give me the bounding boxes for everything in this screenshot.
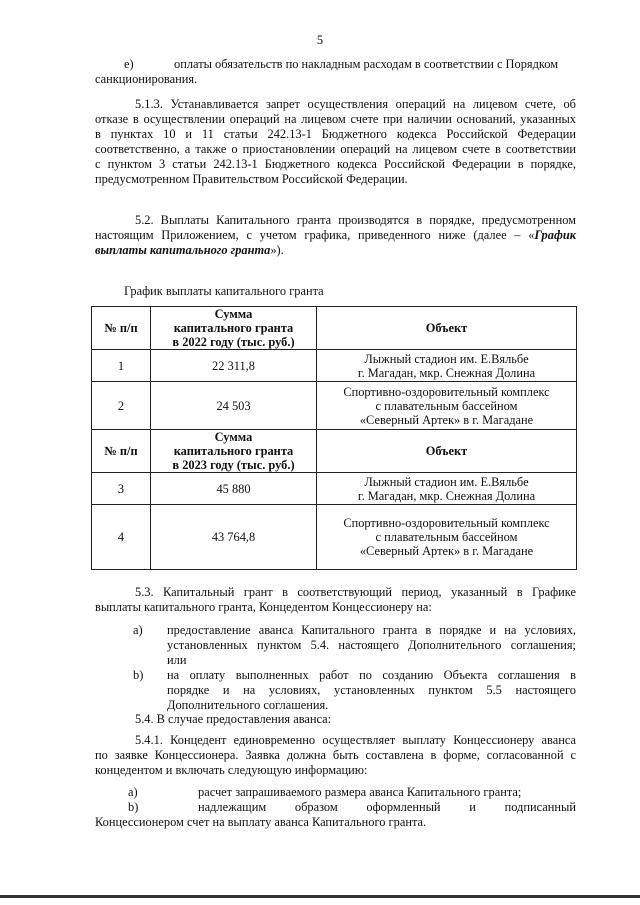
grant-schedule-table bbox=[91, 306, 577, 570]
list-item-b bbox=[167, 668, 576, 713]
paragraph-5-4: 5.4. В случае предоставления аванса: bbox=[135, 712, 332, 726]
cell-sum: 45 880 bbox=[151, 473, 317, 505]
page-number: 5 bbox=[316, 33, 324, 47]
list-item-b-line1: надлежащим образом оформленный и подписанный bbox=[198, 800, 576, 814]
cell-sum: 22 311,8 bbox=[151, 350, 317, 382]
text-line: 5.1.3. Устанавливается запрет осуществления операций на лицевом счете, об bbox=[135, 97, 576, 111]
cell-object bbox=[317, 505, 577, 570]
header-line: в 2023 году (тыс. руб.) bbox=[172, 458, 295, 472]
table-header-row bbox=[92, 307, 577, 350]
object-line: «Северный Артек» в г. Магадане bbox=[359, 544, 534, 558]
text-line bbox=[95, 243, 576, 258]
cell-num: 1 bbox=[92, 350, 151, 382]
table-row bbox=[92, 473, 577, 505]
text-line: по заявке Концессионера. Заявка должна быть составлена в форме, согласованной с bbox=[95, 748, 576, 762]
item-e-marker: е) bbox=[124, 57, 134, 71]
text-line: выплаты капитального гранта, Концедентом Концессионеру на: bbox=[95, 600, 432, 614]
text-line: соответственно, а также о приостановлении операций на лицевом счете в соответствии bbox=[95, 142, 576, 156]
text-line: 5.4.1. Концедент единовременно осуществляет выплату Концессионеру аванса bbox=[135, 733, 576, 747]
item-e-line2: санкционирования. bbox=[95, 72, 198, 86]
object-line: Лыжный стадион им. Е.Вяльбе bbox=[364, 474, 529, 489]
object-line: «Северный Артек» в г. Магадане bbox=[359, 412, 534, 427]
paragraph-5-1-3 bbox=[95, 97, 576, 187]
cell-sum: 24 503 bbox=[151, 382, 317, 430]
text-segment: настоящим Приложением, с учетом графика, приведенного ниже (далее – « bbox=[95, 228, 535, 242]
paragraph-5-3 bbox=[95, 585, 576, 615]
object-line: с плавательным бассейном bbox=[375, 398, 518, 413]
object-line: г. Магадан, мкр. Снежная Долина bbox=[357, 365, 536, 380]
header-line: Сумма bbox=[214, 307, 253, 321]
text-line: 5.2. Выплаты Капитального гранта производятся в порядке, предусмотренном bbox=[135, 213, 576, 227]
text-line: порядке и на условиях, установленных пунктом 5.5 настоящего bbox=[167, 683, 576, 697]
object-line: Лыжный стадион им. Е.Вяльбе bbox=[364, 351, 529, 366]
header-num: № п/п bbox=[92, 307, 151, 350]
header-line: Сумма bbox=[214, 430, 253, 444]
paragraph-5-2 bbox=[95, 213, 576, 258]
object-line: с плавательным бассейном bbox=[375, 530, 518, 544]
text-line: в пунктах 10 и 11 статьи 242.13-1 Бюджетного кодекса Российской Федерации bbox=[95, 127, 576, 141]
cell-num: 3 bbox=[92, 473, 151, 505]
cell-object bbox=[317, 350, 577, 382]
cell-object bbox=[317, 473, 577, 505]
text-line: 5.3. Капитальный грант в соответствующий период, указанный в Графике bbox=[135, 585, 576, 599]
text-line: предоставление аванса Капитального гранта в порядке и на условиях, bbox=[167, 623, 576, 637]
page-bottom-edge bbox=[0, 895, 640, 898]
table-row bbox=[92, 382, 577, 430]
list-marker: b) bbox=[133, 668, 144, 682]
schedule-title: График выплаты капитального гранта bbox=[124, 284, 324, 298]
text-line: отказе в осуществлении операций на лицевом счете при наличии оснований, указанных bbox=[95, 112, 576, 126]
object-line: Спортивно-оздоровительный комплекс bbox=[343, 516, 550, 530]
text-line: установленных пунктом 5.4. настоящего Дополнительного соглашения; bbox=[167, 638, 576, 652]
header-line: капитального гранта bbox=[173, 321, 294, 335]
cell-num: 4 bbox=[92, 505, 151, 570]
text-line bbox=[95, 228, 576, 243]
text-line: на оплату выполненных работ по созданию Объекта соглашения в bbox=[167, 668, 576, 682]
cell-num: 2 bbox=[92, 382, 151, 430]
paragraph-5-4-1 bbox=[95, 733, 576, 778]
header-sum bbox=[151, 307, 317, 350]
header-object: Объект bbox=[317, 430, 577, 473]
list-item-a: расчет запрашиваемого размера аванса Капитального гранта; bbox=[198, 785, 522, 799]
defined-term: График bbox=[534, 228, 576, 242]
header-sum bbox=[151, 430, 317, 473]
list-marker: a) bbox=[128, 785, 138, 799]
text-line: с пунктом 3 статьи 242.13-1 Бюджетного кодекса Российской Федерации в порядке, bbox=[95, 157, 576, 171]
header-line: в 2022 году (тыс. руб.) bbox=[172, 335, 295, 349]
list-marker: b) bbox=[128, 800, 139, 814]
list-item-b-line2: Концессионером счет на выплату аванса Капитального гранта. bbox=[95, 815, 427, 829]
cell-sum: 43 764,8 bbox=[151, 505, 317, 570]
text-line: или bbox=[167, 653, 187, 667]
list-item-a bbox=[167, 623, 576, 668]
table-header-row bbox=[92, 430, 577, 473]
item-e-line1: оплаты обязательств по накладным расходам в соответствии с Порядком bbox=[174, 57, 559, 71]
table-row bbox=[92, 350, 577, 382]
table-row bbox=[92, 505, 577, 570]
cell-object bbox=[317, 382, 577, 430]
header-num: № п/п bbox=[92, 430, 151, 473]
text-segment: »). bbox=[270, 243, 284, 257]
object-line: г. Магадан, мкр. Снежная Долина bbox=[357, 488, 536, 503]
text-line: Дополнительного соглашения. bbox=[167, 698, 329, 712]
object-line: Спортивно-оздоровительный комплекс bbox=[343, 384, 550, 399]
text-line: концедентом и включать следующую информацию: bbox=[95, 763, 368, 777]
header-object: Объект bbox=[317, 307, 577, 350]
text-line: предусмотренном Правительством Российской Федерации. bbox=[95, 172, 408, 186]
defined-term: выплаты капитального гранта bbox=[95, 243, 271, 257]
header-line: капитального гранта bbox=[173, 444, 294, 458]
list-marker: a) bbox=[133, 623, 143, 637]
